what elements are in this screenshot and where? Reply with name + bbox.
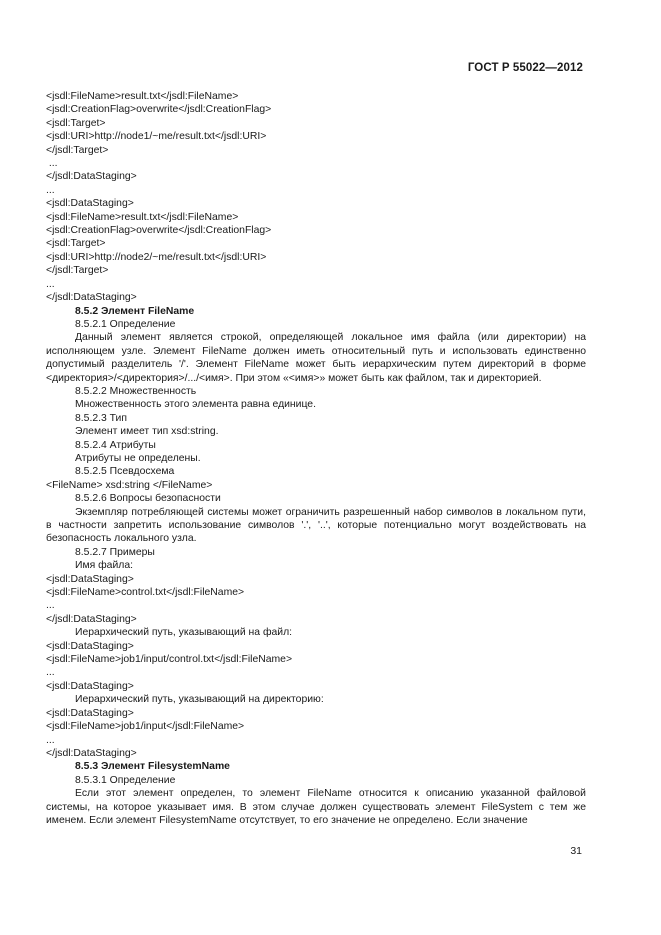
code-line: </jsdl:DataStaging> [46, 747, 137, 759]
code-line: </jsdl:Target> [46, 144, 109, 156]
code-line: ... [46, 278, 55, 290]
code-line: <jsdl:FileName>control.txt</jsdl:FileName> [46, 587, 245, 599]
body-paragraph: Данный элемент является строкой, определяющей локальное имя файла (или директории) на исполняющем узле. Элемент FileName должен иметь относительный путь и использовать единственно допустимый разделитель '/'. Элемент FileName может быть иерархическим путем директорий в форме <директория>/<директория>/.../<имя>. При этом «<имя>» может быть как файлом, так и директорией. [46, 332, 586, 384]
code-line: <jsdl:FileName>result.txt</jsdl:FileName> [46, 211, 239, 223]
code-line: ... [46, 734, 55, 746]
subsection-heading: 8.5.2.2 Множественность [75, 385, 197, 397]
code-line: <jsdl:CreationFlag>overwrite</jsdl:CreationFlag> [46, 104, 272, 116]
document-standard-header: ГОСТ Р 55022—2012 [467, 62, 583, 74]
subsection-heading: 8.5.2.6 Вопросы безопасности [75, 493, 221, 505]
indented-text: Имя файла: [75, 560, 133, 572]
code-line: <jsdl:URI>http://node1/~me/result.txt</jsdl:URI> [46, 131, 267, 143]
code-line: </jsdl:DataStaging> [46, 171, 137, 183]
code-line: <jsdl:DataStaging> [46, 198, 134, 210]
code-line: <jsdl:Target> [46, 238, 106, 250]
code-line: <jsdl:URI>http://node2/~me/result.txt</jsdl:URI> [46, 251, 267, 263]
code-line: <jsdl:DataStaging> [46, 680, 134, 692]
code-line: <jsdl:DataStaging> [46, 707, 134, 719]
section-heading: 8.5.2 Элемент FileName [75, 305, 195, 317]
code-line: <jsdl:DataStaging> [46, 640, 134, 652]
page-number: 31 [570, 845, 582, 857]
section-heading: 8.5.3 Элемент FilesystemName [75, 761, 230, 773]
indented-text: Атрибуты не определены. [75, 452, 201, 464]
code-line: ... [46, 184, 55, 196]
code-line: <jsdl:FileName>result.txt</jsdl:FileName> [46, 91, 239, 102]
body-paragraph: Если этот элемент определен, то элемент FileName относится к описанию указанной файловой системы, на которое указывает имя. В этом случае должен существовать элемент FileSystem с тем же именем. Если элемент FilesystemName отсутствует, то его значение не определено. Если значение [46, 788, 586, 826]
code-line: </jsdl:Target> [46, 265, 109, 277]
code-line: <jsdl:DataStaging> [46, 573, 134, 585]
code-line: ... [46, 158, 58, 170]
code-line: <jsdl:FileName>job1/input/control.txt</jsdl:FileName> [46, 654, 293, 666]
indented-text: Элемент имеет тип xsd:string. [75, 426, 219, 438]
code-line: <jsdl:FileName>job1/input</jsdl:FileName> [46, 721, 245, 733]
body-paragraph: Экземпляр потребляющей системы может ограничить разрешенный набор символов в локальном пути, в частности запретить использование символов '.', '..', которые потенциально могут воздействовать на безопасность локального узла. [46, 506, 586, 545]
code-line: </jsdl:DataStaging> [46, 613, 137, 625]
code-line: <jsdl:CreationFlag>overwrite</jsdl:CreationFlag> [46, 225, 272, 237]
code-line: <FileName> xsd:string </FileName> [46, 479, 213, 491]
indented-text: Множественность этого элемента равна единице. [75, 399, 316, 411]
subsection-heading: 8.5.2.3 Тип [75, 412, 127, 424]
indented-text: Иерархический путь, указывающий на файл: [75, 627, 293, 639]
document-body [46, 90, 586, 827]
subsection-heading: 8.5.2.7 Примеры [75, 546, 155, 558]
code-line: <jsdl:Target> [46, 117, 106, 129]
code-line: ... [46, 667, 55, 679]
subsection-heading: 8.5.3.1 Определение [75, 774, 176, 786]
code-line: ... [46, 600, 55, 612]
code-line: </jsdl:DataStaging> [46, 292, 137, 304]
subsection-heading: 8.5.2.1 Определение [75, 318, 176, 330]
subsection-heading: 8.5.2.5 Псевдосхема [75, 466, 175, 478]
subsection-heading: 8.5.2.4 Атрибуты [75, 439, 156, 451]
indented-text: Иерархический путь, указывающий на директорию: [75, 694, 324, 706]
